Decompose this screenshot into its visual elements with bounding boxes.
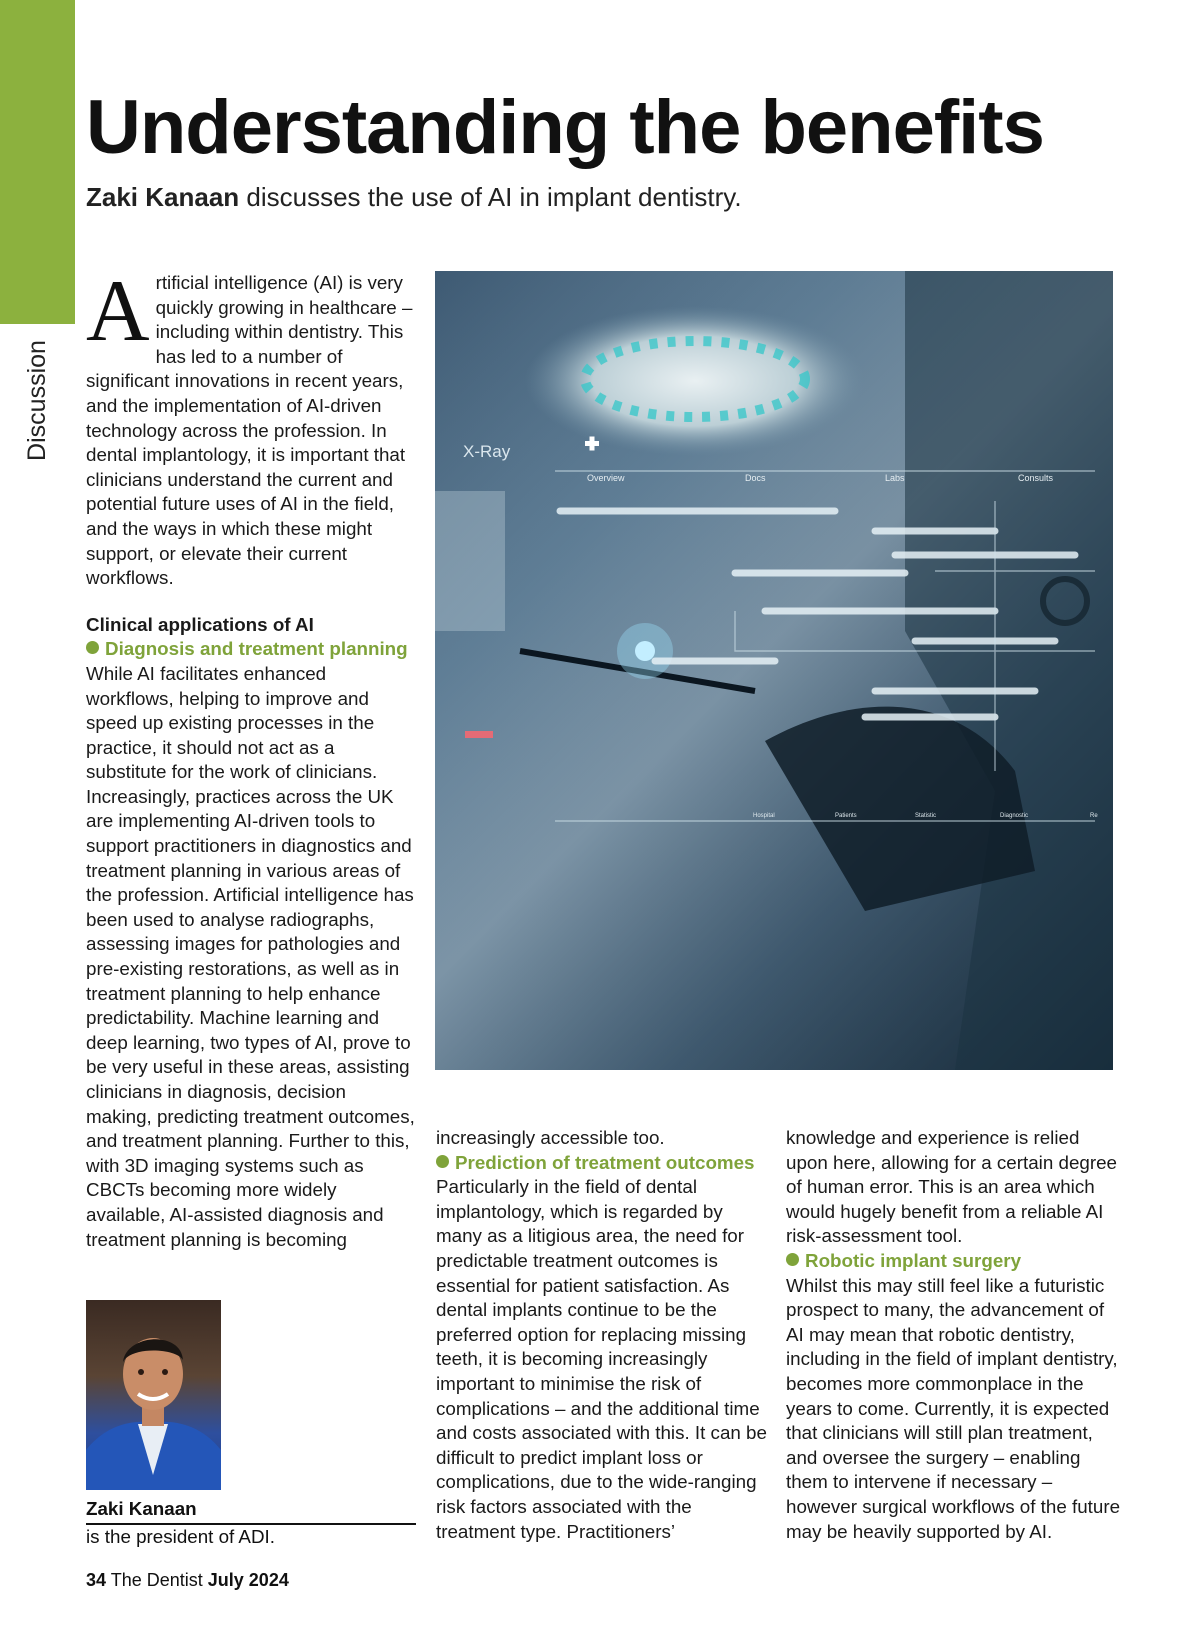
body-continuation-prediction: knowledge and experience is relied upon here, allowing for a certain degree of human error. This is an area which would hugely benefit from a reliable AI risk-assessment tool.: [786, 1127, 1117, 1247]
dropcap: A: [86, 263, 150, 360]
subsection-heading-robotic: Robotic implant surgery: [786, 1249, 1121, 1274]
body-paragraph-robotic: Whilst this may still feel like a futuristic prospect to many, the advancement of AI may mean that robotic dentistry, including in the field of implant dentistry, becomes more commonplace in the years to come. Currently, it is expected that clinicians will still plan treatment, and oversee the surgery – enabling them to intervene if necessary – however surgical workflows of the future may be heavily supported by AI.: [786, 1274, 1121, 1542]
bullet-icon: [436, 1155, 449, 1168]
subtitle-author: Zaki Kanaan: [86, 182, 240, 212]
xray-label: X-Ray: [463, 442, 511, 461]
operating-lamp: [525, 306, 865, 456]
article-title: Understanding the benefits: [86, 85, 1044, 170]
article-image: [435, 271, 1113, 1070]
magazine-name: The Dentist: [110, 1570, 203, 1590]
footer-menu-diagnostic: Diagnostic: [1000, 813, 1029, 819]
section-color-bar: [0, 0, 75, 324]
page-footer: [86, 1570, 289, 1591]
column-2: [436, 1126, 771, 1544]
section-label: Discussion: [22, 339, 51, 461]
author-portrait: [86, 1300, 221, 1490]
footer-menu-hospital: Hospital: [753, 813, 775, 819]
column-3: [786, 1126, 1121, 1544]
menu-item-docs: Docs: [745, 473, 766, 483]
author-photo: [86, 1300, 221, 1490]
menu-item-labs: Labs: [885, 473, 905, 483]
ai-dentistry-illustration: [435, 271, 1113, 1070]
bullet-icon: [86, 641, 99, 654]
article-subtitle: [86, 182, 742, 213]
column-1: [86, 263, 416, 1252]
xray-panel: [435, 491, 505, 631]
page-number: 34: [86, 1570, 107, 1590]
body-continuation-diagnosis: increasingly accessible too.: [436, 1127, 665, 1148]
bullet-icon: [786, 1253, 799, 1266]
subsection-heading-prediction: Prediction of treatment outcomes: [436, 1151, 771, 1176]
menu-item-consults: Consults: [1018, 473, 1054, 483]
section-heading: Clinical applications of AI: [86, 613, 314, 635]
footer-menu-re: Re: [1090, 813, 1098, 819]
author-bio: [86, 1497, 416, 1549]
issue-date: July 2024: [207, 1570, 289, 1590]
subsection-heading-diagnosis: Diagnosis and treatment planning: [86, 637, 416, 662]
menu-item-overview: Overview: [587, 473, 625, 483]
body-paragraph-prediction: Particularly in the field of dental implantology, which is regarded by many as a litigious area, the need for predictable treatment outcomes is essential for patient satisfaction. As dental implants continue to be the preferred option for replacing missing teeth, it is becoming increasingly important to minimise the risk of complications – and the additional time and costs associated with this. It can be difficult to predict implant loss or complications, due to the wide-ranging risk factors associated with the treatment type. Practitioners’: [436, 1176, 767, 1542]
subtitle-text: discusses the use of AI in implant dentistry.: [239, 182, 742, 212]
body-paragraph-diagnosis: While AI facilitates enhanced workflows, helping to improve and speed up existing processes in the practice, it should not act as a substitute for the work of clinicians. Increasingly, practices across the UK are implementing AI-driven tools to support practitioners in diagnostics and treatment planning in various areas of the profession. Artificial intelligence has been used to analyse radiographs, assessing images for pathologies and pre-existing restorations, as well as in treatment planning to help enhance predictability. Machine learning and deep learning, two types of AI, prove to be very useful in these areas, assisting clinicians in diagnosis, decision making, predicting treatment outcomes, and treatment planning. Further to this, with 3D imaging systems such as CBCTs becoming more widely available, AI-assisted diagnosis and treatment planning is becoming: [86, 662, 415, 1250]
intro-paragraph: Artificial intelligence (AI) is very quickly growing in healthcare – including within dentistry. This has led to a number of significant innovations in recent years, and the implementation of AI-driven technology across the profession. In dental implantology, it is important that clinicians understand the current and potential future uses of AI in the field, and the ways in which these might support, or elevate their current workflows.: [86, 263, 413, 589]
author-name: Zaki Kanaan: [86, 1497, 416, 1525]
hud-red-marker: [465, 731, 493, 738]
footer-menu-patients: Patients: [835, 813, 857, 819]
author-role: is the president of ADI.: [86, 1526, 275, 1547]
footer-menu-statistic: Statistic: [915, 813, 937, 819]
